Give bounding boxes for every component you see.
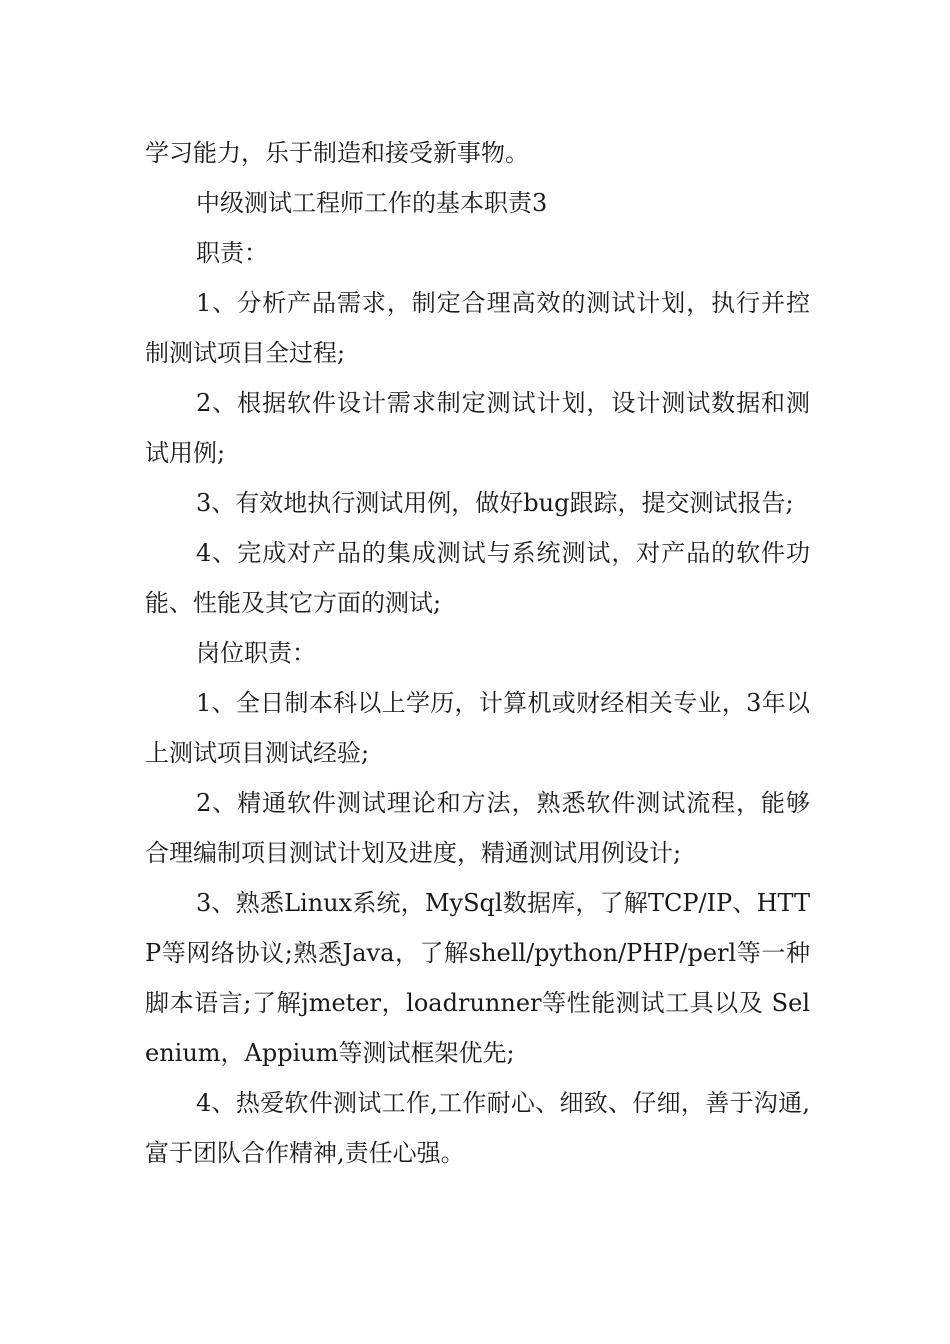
- section-heading: 中级测试工程师工作的基本职责3: [196, 189, 548, 217]
- requirement-item-3: 3、熟悉Linux系统，MySql数据库，了解TCP/IP、HTTP等网络协议;熟悉Java，了解shell/python/PHP/perl等一种脚本语言;了解jmeter，loadrunner等性能测试工具以及 Selenium，Appium等测试框架优先;: [145, 889, 810, 1067]
- duty-item-4: 4、完成对产品的集成测试与系统测试，对产品的软件功能、性能及其它方面的测试;: [145, 539, 810, 617]
- duty-item-1: 1、分析产品需求，制定合理高效的测试计划，执行并控制测试项目全过程;: [145, 289, 810, 367]
- job-requirements-heading: 岗位职责：: [196, 639, 316, 667]
- document-body: [145, 128, 810, 1178]
- duty-item-3: 3、有效地执行测试用例，做好bug跟踪，提交测试报告;: [196, 489, 794, 517]
- requirement-item-4: 4、热爱软件测试工作,工作耐心、细致、仔细，善于沟通,富于团队合作精神,责任心强。: [145, 1089, 810, 1167]
- requirement-item-1: 1、全日制本科以上学历，计算机或财经相关专业，3年以上测试项目测试经验;: [145, 689, 810, 767]
- duties-heading: 职责：: [196, 239, 268, 267]
- paragraph-continuation: 学习能力，乐于制造和接受新事物。: [145, 139, 529, 167]
- requirement-item-2: 2、精通软件测试理论和方法，熟悉软件测试流程，能够合理编制项目测试计划及进度，精通测试用例设计;: [145, 789, 810, 867]
- duty-item-2: 2、根据软件设计需求制定测试计划，设计测试数据和测试用例;: [145, 389, 810, 467]
